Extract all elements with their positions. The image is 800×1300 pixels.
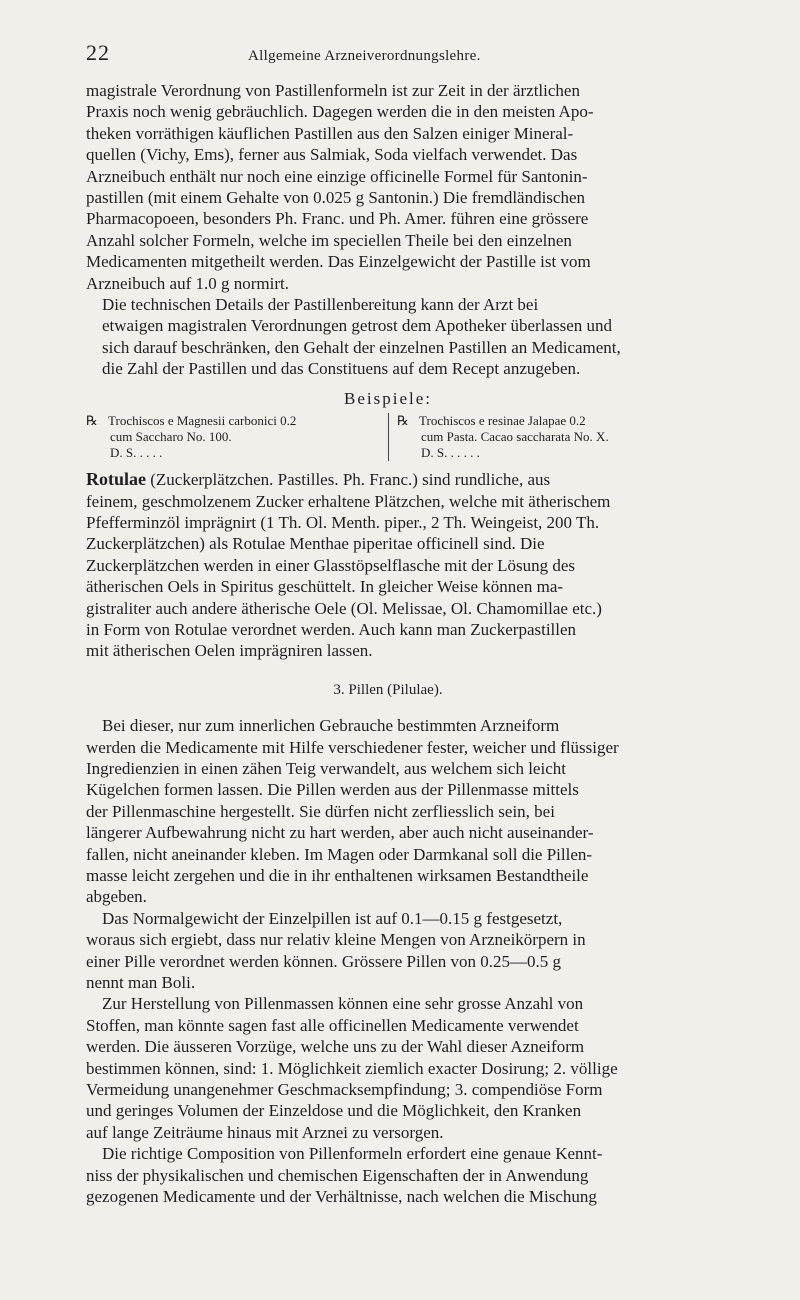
text-line: werden die Medicamente mit Hilfe verschiedener fester, weicher und flüssiger <box>86 737 619 757</box>
paragraph-pillen-4 <box>86 1143 690 1207</box>
text-line: Pfefferminzöl imprägnirt (1 Th. Ol. Menth. piper., 2 Th. Weingeist, 200 Th. <box>86 512 600 532</box>
text-line: fallen, nicht aneinander kleben. Im Magen oder Darmkanal soll die Pillen- <box>86 844 593 864</box>
text-line: gezogenen Medicamente und der Verhältnisse, nach welchen die Mischung <box>86 1187 597 1207</box>
text-line: Pharmacopoeen, besonders Ph. Franc. und Ph. Amer. führen eine grössere <box>86 209 589 229</box>
page-number: 22 <box>86 40 110 65</box>
text-line: nennt man Boli. <box>86 973 196 993</box>
text-line: Arzneibuch auf 1.0 g normirt. <box>86 273 289 293</box>
text-line: Bei dieser, nur zum innerlichen Gebrauche bestimmten Arzneiform <box>102 716 560 736</box>
text-line: Stoffen, man könnte sagen fast alle officinellen Medicamente verwendet <box>86 1015 579 1035</box>
section-title: 3. Pillen (Pilulae). <box>333 681 443 698</box>
text-line: Zur Herstellung von Pillenmassen können eine sehr grosse Anzahl von <box>102 994 584 1014</box>
text-line: etwaigen magistralen Verordnungen getrost dem Apotheker überlassen und <box>102 316 613 336</box>
text-line: abgeben. <box>86 887 147 907</box>
text-line: gistraliter auch andere ätherische Oele (Ol. Melissae, Ol. Chamomillae etc.) <box>86 598 602 618</box>
text-line: Ingredienzien in einen zähen Teig verwandelt, aus welchem sich leicht <box>86 758 566 778</box>
text-line: Praxis noch wenig gebräuchlich. Dagegen werden die in den meisten Apo- <box>86 102 594 122</box>
paragraph-pastillen-2 <box>86 294 690 380</box>
paragraph-pastillen-1 <box>86 80 690 294</box>
text-line: feinem, geschmolzenem Zucker erhaltene Plätzchen, welche mit ätherischem <box>86 491 611 511</box>
text-line: der Pillenmaschine hergestellt. Sie dürfen nicht zerfliesslich sein, bei <box>86 801 555 821</box>
recipe-symbol: ℞ <box>86 413 98 429</box>
example-left <box>86 413 388 461</box>
examples-heading: Beispiele: <box>344 388 432 408</box>
text-line: Arzneibuch enthält nur noch eine einzige officinelle Formel für Santonin- <box>86 166 588 186</box>
rotulae-term: Rotulae <box>86 469 146 490</box>
example-left-line-2: cum Saccharo No. 100. <box>110 429 232 445</box>
recipe-symbol: ℞ <box>397 413 409 429</box>
running-title: Allgemeine Arzneiverordnungslehre. <box>248 48 481 64</box>
running-head <box>86 40 690 66</box>
example-left-line-1: Trochiscos e Magnesii carbonici 0.2 <box>108 413 297 429</box>
text-line: längerer Aufbewahrung nicht zu hart werden, aber auch nicht auseinander- <box>86 823 594 843</box>
text-line: werden. Die äusseren Vorzüge, welche uns zu der Wahl dieser Azneiform <box>86 1037 585 1057</box>
example-right-line-2: cum Pasta. Cacao saccharata No. X. <box>421 429 609 445</box>
text-line: die Zahl der Pastillen und das Constituens auf dem Recept anzugeben. <box>102 359 581 379</box>
text-line: einer Pille verordnet werden können. Grössere Pillen von 0.25—0.5 g <box>86 951 561 971</box>
example-right-line-3: D. S. . . . . . <box>421 445 480 461</box>
paragraph-pillen-3 <box>86 993 690 1143</box>
text-line: (Zuckerplätzchen. Pastilles. Ph. Franc.) sind rundliche, aus <box>150 470 551 490</box>
paragraph-rotulae <box>86 469 690 662</box>
examples-block <box>86 413 690 461</box>
text-line: Zuckerplätzchen) als Rotulae Menthae piperitae officinell sind. Die <box>86 534 545 554</box>
text-line: Die technischen Details der Pastillenbereitung kann der Arzt bei <box>102 295 539 315</box>
text-line: niss der physikalischen und chemischen Eigenschaften der in Anwendung <box>86 1165 589 1185</box>
paragraph-pillen-1 <box>86 715 690 908</box>
text-line: Zuckerplätzchen werden in einer Glasstöpselflasche mit der Lösung des <box>86 555 576 575</box>
example-left-line-3: D. S. . . . . <box>110 445 163 461</box>
text-line: Kügelchen formen lassen. Die Pillen werden aus der Pillenmasse mittels <box>86 780 579 800</box>
text-line: Die richtige Composition von Pillenformeln erfordert eine genaue Kennt- <box>102 1144 603 1164</box>
text-line: magistrale Verordnung von Pastillenformeln ist zur Zeit in der ärztlichen <box>86 81 580 100</box>
text-line: und geringes Volumen der Einzeldose und die Möglichkeit, den Kranken <box>86 1101 582 1121</box>
example-right-line-1: Trochiscos e resinae Jalapae 0.2 <box>419 413 586 429</box>
text-line: woraus sich ergiebt, dass nur relativ kleine Mengen von Arzneikörpern in <box>86 930 586 950</box>
text-line: theken vorräthigen käuflichen Pastillen aus den Salzen einiger Mineral- <box>86 123 574 143</box>
text-line: in Form von Rotulae verordnet werden. Auch kann man Zuckerpastillen <box>86 619 577 639</box>
text-line: Medicamenten mitgetheilt werden. Das Einzelgewicht der Pastille ist vom <box>86 252 591 272</box>
text-line: Das Normalgewicht der Einzelpillen ist auf 0.1—0.15 g festgesetzt, <box>102 908 563 928</box>
text-line: Anzahl solcher Formeln, welche im speciellen Theile bei den einzelnen <box>86 230 572 250</box>
text-line: mit ätherischen Oelen imprägniren lassen. <box>86 641 373 661</box>
text-line: auf lange Zeiträume hinaus mit Arznei zu versorgen. <box>86 1122 444 1142</box>
text-line: quellen (Vichy, Ems), ferner aus Salmiak, Soda vielfach verwendet. Das <box>86 145 578 165</box>
paragraph-pillen-2 <box>86 908 690 994</box>
text-line: pastillen (mit einem Gehalte von 0.025 g Santonin.) Die fremdländischen <box>86 188 586 208</box>
text-line: sich darauf beschränken, den Gehalt der einzelnen Pastillen an Medicament, <box>102 337 621 357</box>
text-line: masse leicht zergehen und die in ihr enthaltenen wirksamen Bestandtheile <box>86 866 589 885</box>
text-line: Vermeidung unangenehmer Geschmacksempfindung; 3. compendiöse Form <box>86 1080 603 1100</box>
text-line: ätherischen Oels in Spiritus geschüttelt. In gleicher Weise können ma- <box>86 577 564 597</box>
text-line: bestimmen können, sind: 1. Möglichkeit ziemlich exacter Dosirung; 2. völlige <box>86 1058 618 1078</box>
main-text <box>86 80 690 1208</box>
example-right <box>388 413 690 461</box>
